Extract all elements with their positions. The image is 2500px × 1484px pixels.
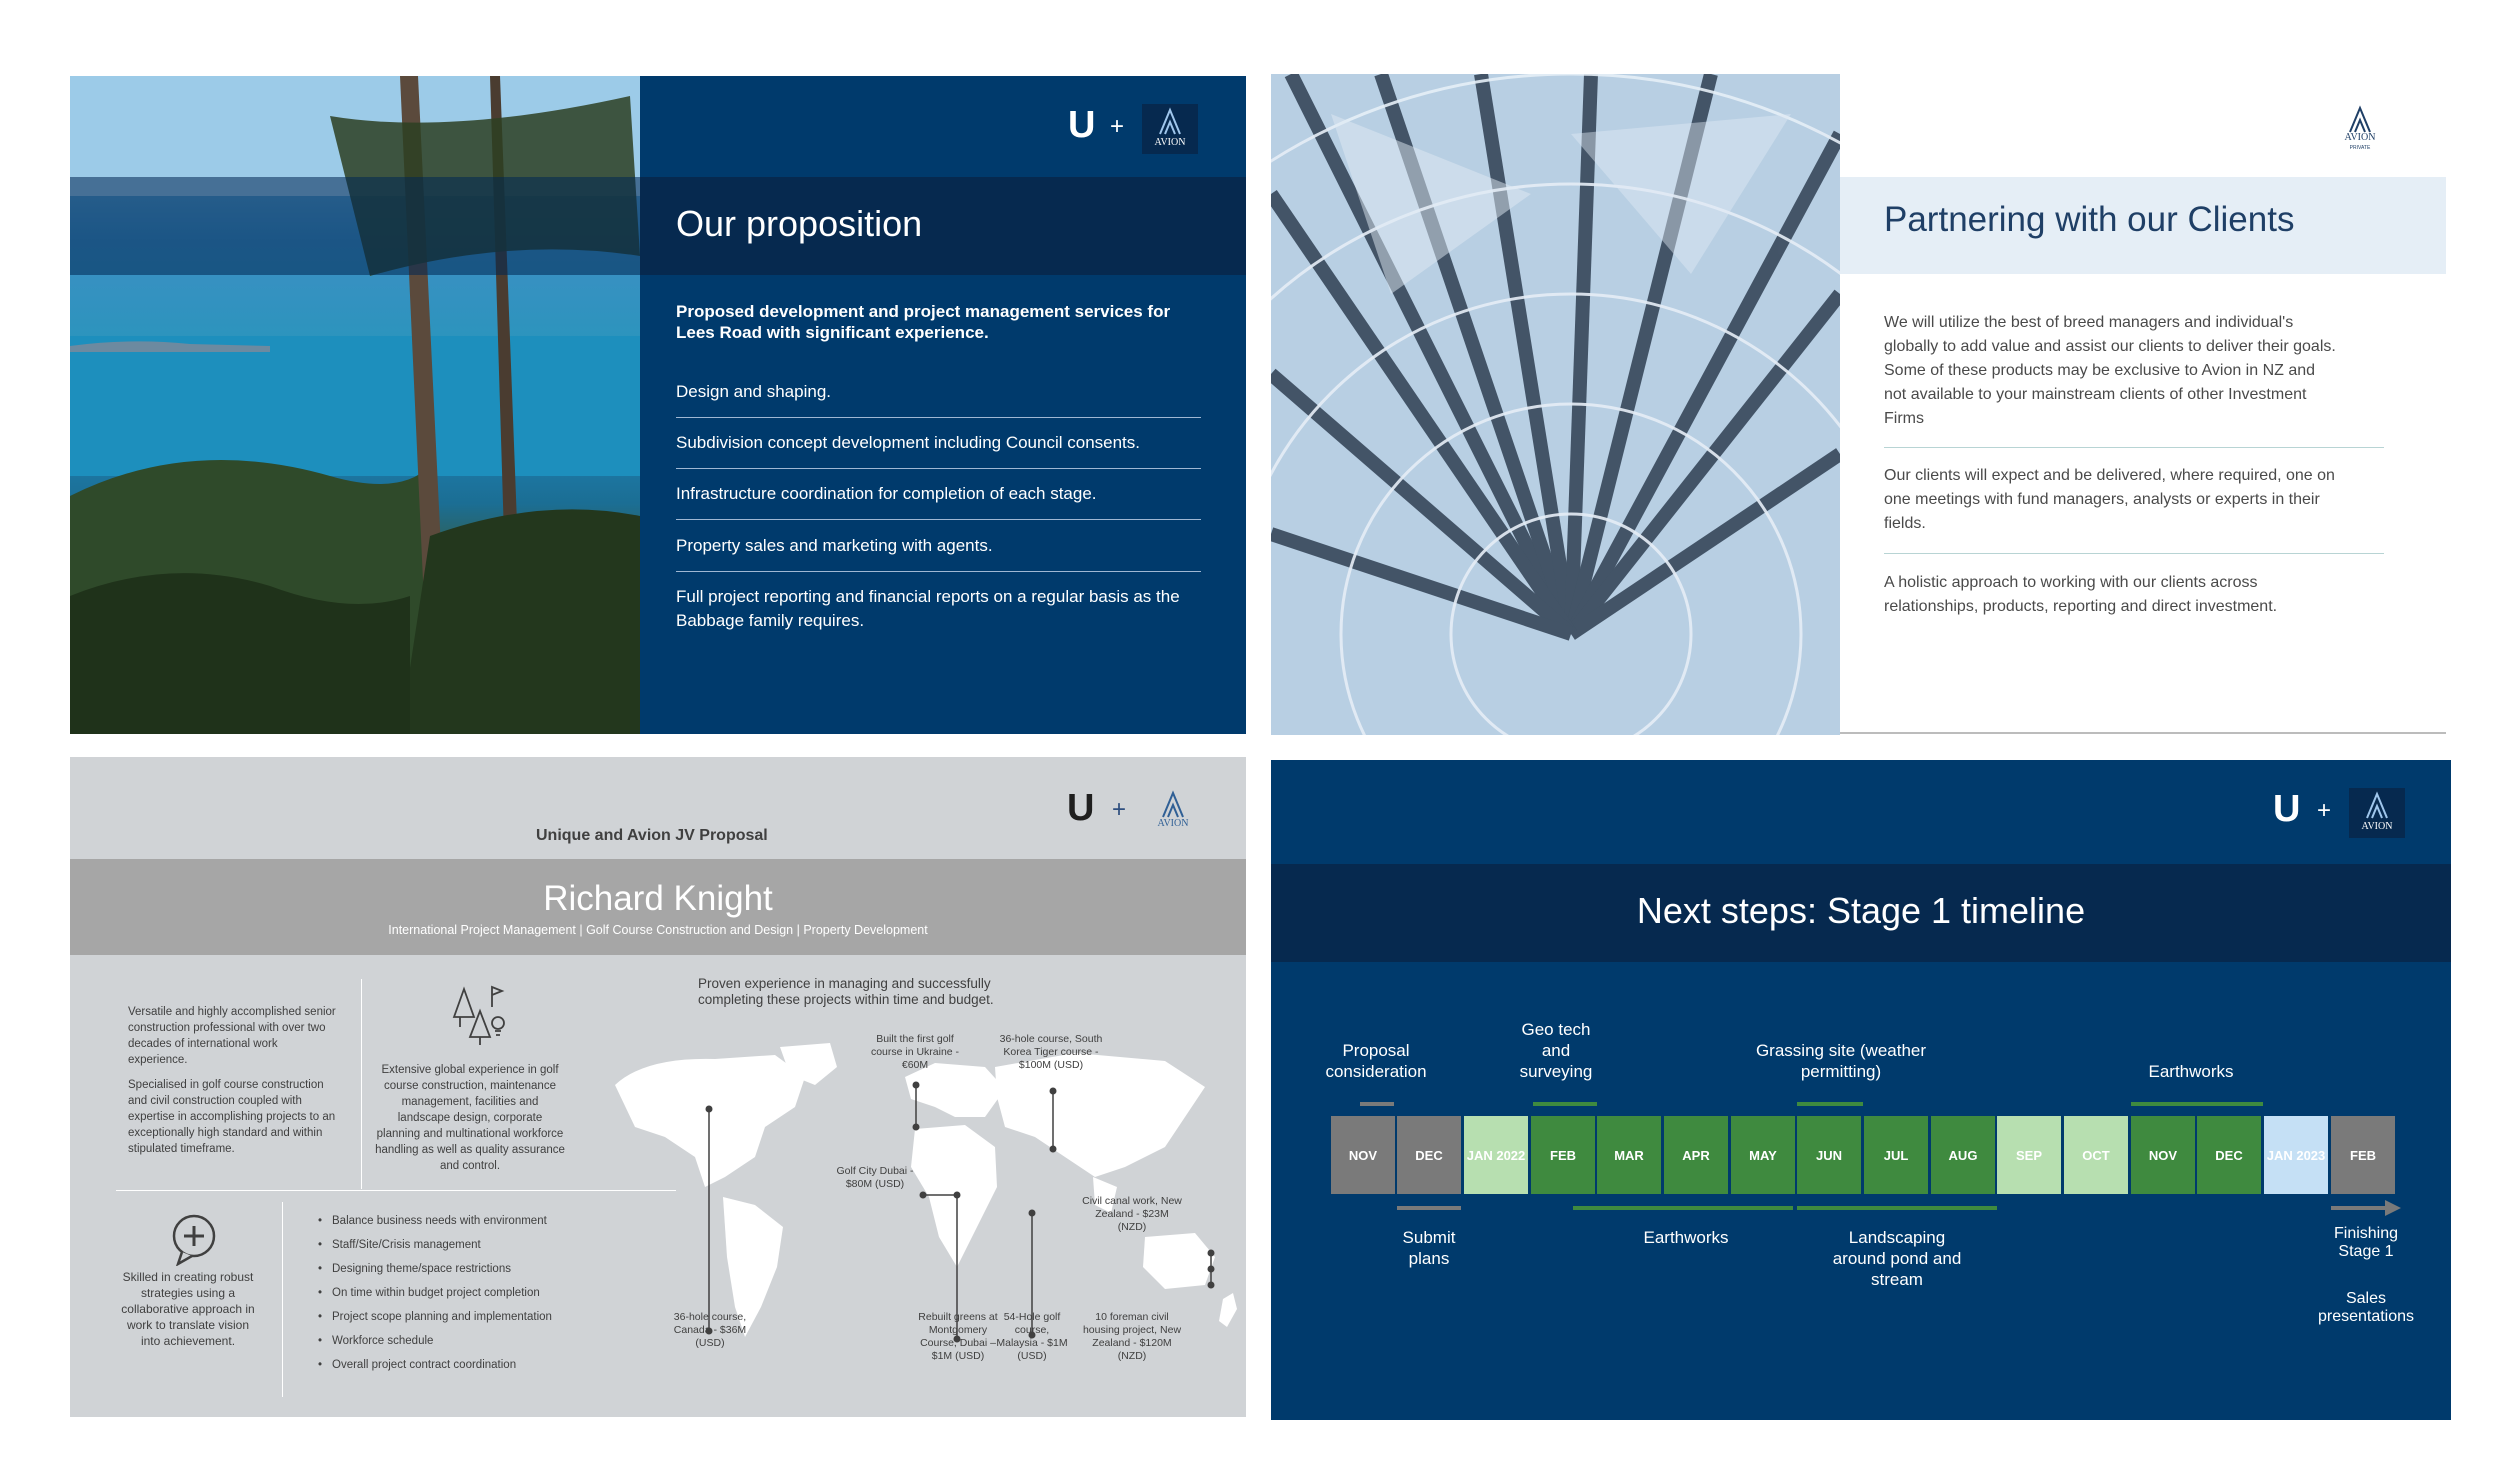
plus-sign: + [2317,797,2332,824]
label-submit: Submit plans [1402,1228,1456,1268]
bar-landscaping [1797,1206,1997,1210]
divider [676,468,1201,469]
divider [116,1190,676,1191]
jv-title: Unique and Avion JV Proposal [536,827,768,844]
proposition-item: Subdivision concept development including Council consents. [676,433,1141,452]
month-cell: MAY [1731,1116,1795,1194]
lead-statement: Proposed development and project management services for Lees Road with significant experience. [676,302,1171,342]
avion-mountain-icon [1142,104,1198,138]
map-label-montgomery: Rebuilt greens at Montgomery Course, Dubai – $1M (USD) [918,1311,998,1362]
slide-our-proposition [70,76,1246,734]
skill-bullet: • Staff/Site/Crisis management [332,1239,481,1251]
month-cell: FEB [2331,1116,2395,1194]
bar-proposal [1360,1102,1394,1106]
label-landscaping: Landscaping around pond and stream [1832,1228,1962,1289]
unique-logo: U [1067,787,1095,829]
avion-mountain-icon [1146,787,1200,819]
bar-grassing [1797,1102,1863,1106]
proposition-item: Property sales and marketing with agents. [676,536,993,555]
month-cell: DEC [1397,1116,1461,1194]
avion-logo [2349,788,2405,838]
proposition-item: Full project reporting and financial reports on a regular basis as the Babbage family requires. [676,587,1180,630]
map-label-golf-city-dubai: Golf City Dubai - $80M (USD) [836,1165,914,1190]
bar-geotech [1533,1102,1597,1106]
slide-jv-proposal [70,757,1246,1417]
experience-text: Extensive global experience in golf course construction, maintenance management, facilities and landscape design, corporate planning and multinational workforce handling as well as quality assurance and control. [375,1064,565,1172]
slide-title: Partnering with our Clients [1884,200,2295,239]
paragraph: Our clients will expect and be delivered, where required, one on one meetings with fund managers, analysts or experts in their fields. [1884,467,2335,532]
paragraph: A holistic approach to working with our clients across relationships, products, reporting and direct investment. [1884,574,2278,615]
month-cell: MAR [1597,1116,1661,1194]
map-label-canal-nz: Civil canal work, New Zealand - $23M (NZD) [1082,1195,1182,1233]
trees-landscape-icon [440,977,520,1052]
month-cell: JUL [1864,1116,1928,1194]
avion-private-label: PRIVATE [2349,145,2371,151]
skill-bullet: • Overall project contract coordination [332,1359,516,1371]
avion-logo [2332,104,2388,154]
proposition-item: Infrastructure coordination for completion of each stage. [676,484,1097,503]
bottom-rule [1840,732,2446,734]
month-cell: SEP [1997,1116,2061,1194]
plus-sign: + [1110,113,1125,140]
map-label-ukraine: Built the first golf course in Ukraine - €60M [870,1033,960,1071]
skill-bullet: • Designing theme/space restrictions [332,1263,511,1275]
divider [676,519,1201,520]
month-cell: NOV [1331,1116,1395,1194]
avion-wordmark: AVION [2361,821,2393,832]
proposition-item: Design and shaping. [676,382,832,401]
avion-logo [1142,104,1198,154]
skilled-text: Skilled in creating robust strategies using a collaborative approach in work to translate vision into achievement. [121,1270,255,1348]
divider [676,417,1201,418]
arrow-right-icon [2385,1198,2405,1218]
unique-logo: U [1068,104,1096,146]
label-sales: Sales presentations [2317,1290,2415,1325]
bar-earthworks-top [2131,1102,2263,1106]
skill-bullet: • Project scope planning and implementation [332,1311,552,1323]
avion-wordmark: AVION [1157,818,1189,829]
strategy-bubble-icon [168,1212,220,1271]
slide-partnering [1271,74,2446,735]
month-cell: OCT [2064,1116,2128,1194]
label-grassing: Grassing site (weather permitting) [1755,1041,1927,1081]
label-proposal: Proposal consideration [1325,1041,1427,1081]
bar-finishing [2331,1206,2389,1210]
coastal-tree-photo [70,76,640,734]
intro-text: Specialised in golf course construction and civil construction coupled with expertise in accomplishing projects to an exceptionally high standard and within stipulated timeframe. [128,1079,336,1155]
person-name: Richard Knight [543,879,773,918]
label-earthworks: Earthworks [1643,1228,1729,1247]
bar-earthworks [1573,1206,1793,1210]
map-label-canada: 36-hole course, Canada - $36M (USD) [673,1311,747,1349]
label-geotech: Geo tech and surveying [1519,1020,1593,1081]
unique-logo: U [2273,788,2301,830]
month-cell: FEB [1531,1116,1595,1194]
month-cell: NOV [2131,1116,2195,1194]
avion-mountain-icon [2349,788,2405,822]
label-finishing: Finishing Stage 1 [2333,1225,2399,1260]
month-cell: JUN [1797,1116,1861,1194]
bar-submit [1397,1206,1461,1210]
map-label-malaysia: 54-Hole golf course, Malaysia - $1M (USD) [996,1311,1068,1362]
month-cell: JAN 2023 [2264,1116,2328,1194]
slide-stage1-timeline [1271,760,2451,1420]
month-cell: DEC [2197,1116,2261,1194]
map-heading: Proven experience in managing and successfully completing these projects within time and budget. [698,976,994,1007]
divider [676,571,1201,572]
paragraph: We will utilize the best of breed managers and individual's globally to add value and assist our clients to deliver their goals. Some of these products may be exclusive to Avion in NZ and not available to your mainstream clients of other Investment Firms [1884,314,2336,427]
divider [1884,447,2384,448]
divider [361,979,362,1189]
skill-bullet: • Balance business needs with environment [332,1215,547,1227]
divider [1884,553,2384,554]
slide-title: Next steps: Stage 1 timeline [1636,890,2086,931]
avion-logo [1146,787,1200,837]
skill-bullet: • Workforce schedule [332,1335,433,1347]
plus-sign: + [1112,796,1127,823]
person-roles: International Project Management | Golf Course Construction and Design | Property Development [388,923,928,937]
divider [282,1202,283,1397]
architecture-photo [1271,74,1840,735]
avion-wordmark: AVION [1154,137,1186,148]
avion-mountain-icon [2332,104,2388,134]
month-cell: APR [1664,1116,1728,1194]
avion-wordmark: AVION [2344,132,2376,143]
map-label-korea: 36-hole course, South Korea Tiger course - $100M (USD) [999,1033,1103,1071]
map-label-housing-nz: 10 foreman civil housing project, New Zealand - $120M (NZD) [1082,1311,1182,1362]
skill-bullet: • On time within budget project completion [332,1287,540,1299]
slide-title: Our proposition [676,203,923,244]
month-cell: AUG [1931,1116,1995,1194]
label-earthworks-top: Earthworks [2148,1062,2234,1081]
month-cell: JAN 2022 [1464,1116,1528,1194]
intro-text: Versatile and highly accomplished senior construction professional with over two decades of international work experience. [128,1006,336,1066]
